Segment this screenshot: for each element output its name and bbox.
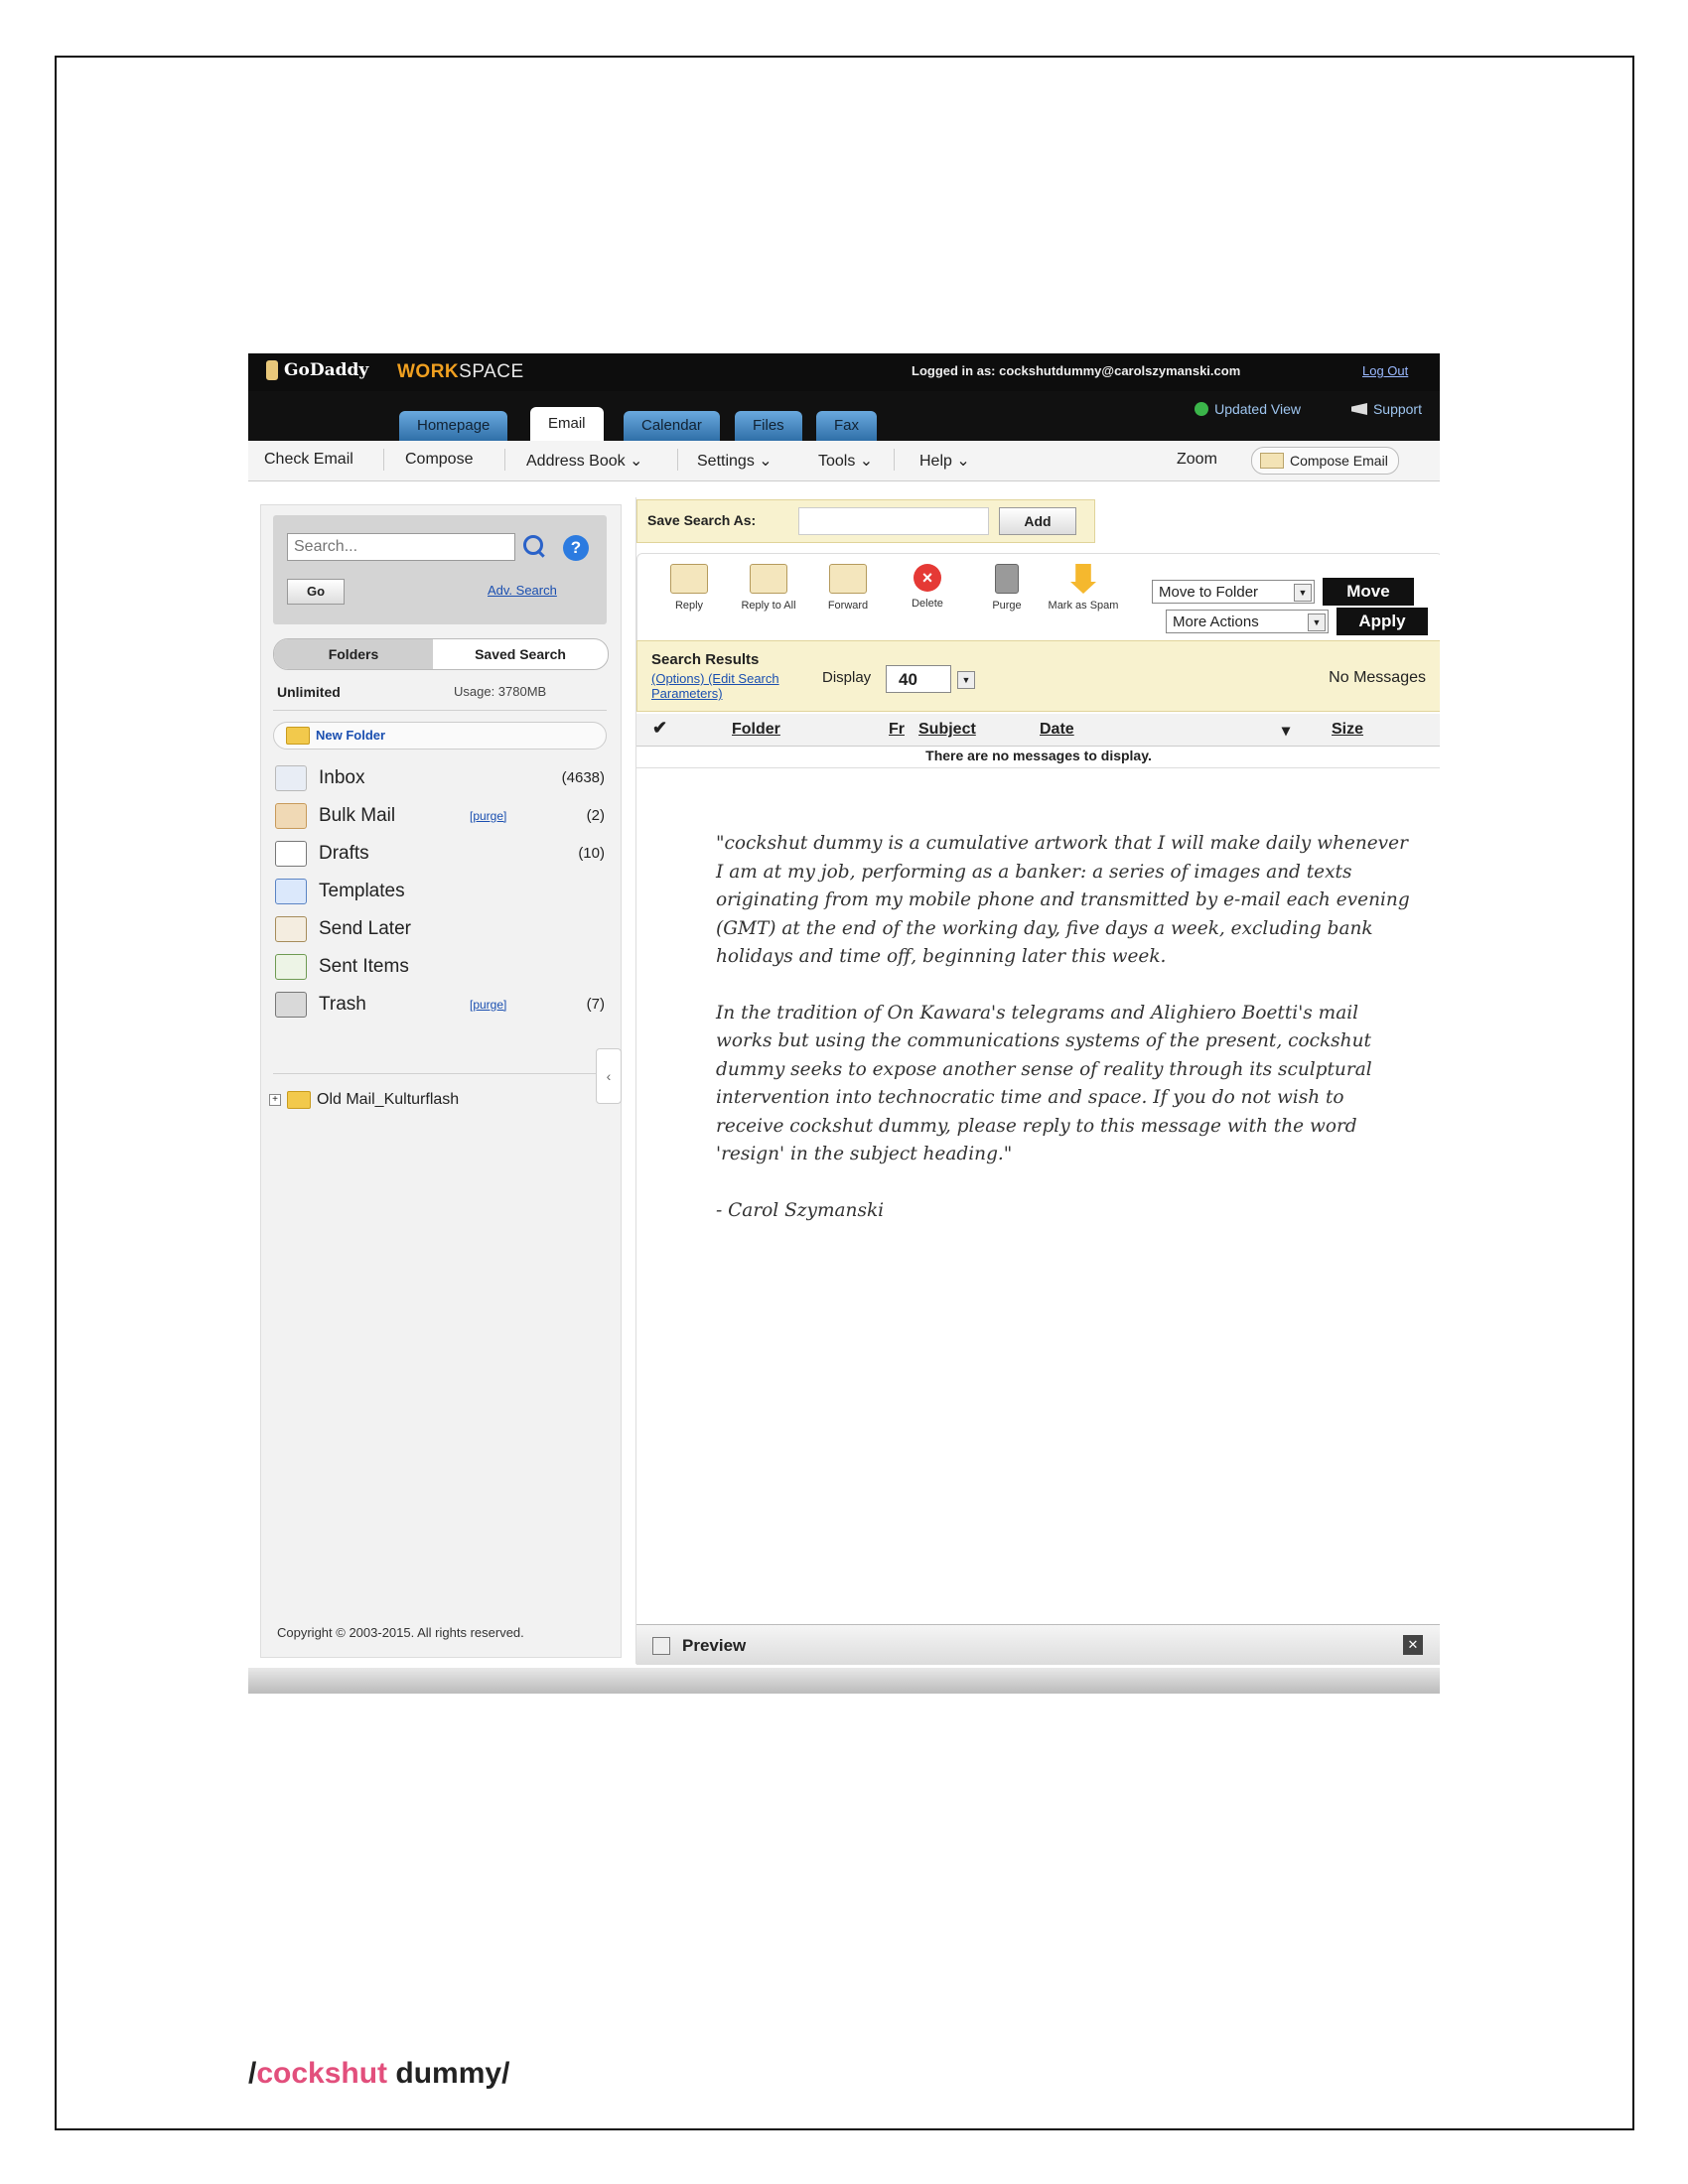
godaddy-mascot-icon bbox=[266, 360, 278, 380]
folder-list bbox=[275, 759, 613, 1024]
adv-search-link[interactable]: Adv. Search bbox=[488, 583, 557, 598]
reply-label: Reply bbox=[674, 600, 704, 612]
nav-bar bbox=[248, 391, 1440, 441]
folder-inbox[interactable] bbox=[275, 759, 613, 797]
forward-button[interactable] bbox=[808, 564, 888, 612]
add-button[interactable]: Add bbox=[999, 507, 1076, 535]
folder-tabs bbox=[273, 638, 609, 670]
menu-separator bbox=[677, 449, 678, 471]
search-icon[interactable] bbox=[523, 535, 543, 555]
artwork-statement bbox=[716, 830, 1411, 1253]
purge-link[interactable]: [purge] bbox=[470, 998, 507, 1012]
select-all-checkmark[interactable]: ✔ bbox=[652, 718, 668, 738]
folder-send-later[interactable] bbox=[275, 910, 613, 948]
menu-settings[interactable]: Settings ⌄ bbox=[697, 453, 773, 470]
support-label: Support bbox=[1372, 401, 1422, 417]
menu-separator bbox=[894, 449, 895, 471]
column-date[interactable]: Date bbox=[1040, 721, 1074, 738]
logout-link[interactable]: Log Out bbox=[1362, 363, 1409, 378]
empty-list-message: There are no messages to display. bbox=[636, 746, 1440, 768]
megaphone-icon bbox=[1351, 403, 1367, 415]
sort-arrow-icon[interactable]: ▾ bbox=[1282, 723, 1291, 740]
preview-toggle-icon[interactable] bbox=[652, 1637, 670, 1655]
statement-signature: - Carol Szymanski bbox=[716, 1199, 885, 1221]
folder-count: (4638) bbox=[561, 769, 605, 786]
search-results-bar bbox=[636, 640, 1440, 712]
compose-envelope-icon bbox=[1260, 453, 1284, 469]
mark-spam-label: Mark as Spam bbox=[1048, 600, 1119, 612]
menu-separator bbox=[383, 449, 384, 471]
spam-icon bbox=[1070, 564, 1096, 594]
sent-items-icon bbox=[275, 954, 307, 980]
folder-label: Drafts bbox=[319, 843, 369, 864]
webmail-screenshot bbox=[248, 353, 1440, 1694]
menu-address-book[interactable]: Address Book ⌄ bbox=[526, 453, 643, 470]
tab-calendar[interactable]: Calendar bbox=[624, 411, 720, 441]
folder-templates[interactable] bbox=[275, 873, 613, 910]
statement-paragraph: "cockshut dummy is a cumulative artwork that I will make daily whenever I am at my job, performing as a banker: a series of images and texts originating from my mobile phone and transmitted by e-mail each evening (GMT) at the end of the working day, five days a week, excluding bank holidays and time off, beginning later this week. bbox=[716, 833, 1410, 967]
column-from[interactable]: Fr bbox=[889, 721, 905, 738]
move-to-folder-select[interactable] bbox=[1152, 580, 1315, 604]
expand-icon[interactable]: + bbox=[269, 1094, 281, 1106]
menu-help[interactable]: Help ⌄ bbox=[919, 453, 970, 470]
logo-text: GoDaddy bbox=[284, 360, 369, 380]
column-size[interactable]: Size bbox=[1332, 721, 1364, 738]
results-options-links[interactable]: (Options) (Edit Search Parameters) bbox=[651, 671, 779, 701]
preview-pane-bar[interactable] bbox=[636, 1624, 1440, 1665]
logged-in-label: Logged in as: cockshutdummy@carolszymanski.com bbox=[912, 363, 1241, 378]
preview-label: Preview bbox=[682, 1636, 747, 1655]
save-search-label: Save Search As: bbox=[647, 512, 757, 528]
save-search-input[interactable] bbox=[798, 507, 989, 535]
column-subject[interactable]: Subject bbox=[918, 721, 976, 738]
collapse-sidebar-handle[interactable]: ‹ bbox=[596, 1048, 622, 1104]
more-actions-value: More Actions bbox=[1173, 614, 1259, 630]
sidebar bbox=[260, 504, 622, 1658]
menu-tools[interactable]: Tools ⌄ bbox=[818, 453, 874, 470]
reply-all-button[interactable] bbox=[729, 564, 808, 612]
forward-label: Forward bbox=[827, 600, 869, 612]
tab-fax[interactable]: Fax bbox=[816, 411, 877, 441]
folder-drafts[interactable] bbox=[275, 835, 613, 873]
folder-icon bbox=[287, 1091, 311, 1109]
tab-saved-search[interactable]: Saved Search bbox=[475, 646, 566, 662]
menu-compose[interactable]: Compose bbox=[405, 451, 474, 468]
folder-bulk-mail[interactable] bbox=[275, 797, 613, 835]
trash-icon bbox=[275, 992, 307, 1018]
updated-view-icon bbox=[1195, 402, 1208, 416]
folder-count: (7) bbox=[586, 996, 605, 1013]
help-icon[interactable]: ? bbox=[563, 535, 589, 561]
compose-email-button[interactable] bbox=[1251, 447, 1399, 475]
footer-dummy: dummy/ bbox=[387, 2057, 510, 2090]
folder-label: Sent Items bbox=[319, 956, 409, 977]
page-footer-title bbox=[248, 2057, 509, 2091]
updated-view-link[interactable] bbox=[1195, 401, 1301, 417]
delete-button[interactable] bbox=[888, 564, 967, 610]
tab-files[interactable]: Files bbox=[735, 411, 802, 441]
purge-button[interactable] bbox=[967, 564, 1047, 612]
main-panel bbox=[635, 497, 1440, 1664]
menu-check-email[interactable]: Check Email bbox=[264, 451, 353, 468]
folder-old-mail[interactable] bbox=[269, 1091, 459, 1109]
menu-separator bbox=[504, 449, 505, 471]
compose-email-label: Compose Email bbox=[1290, 453, 1388, 469]
move-button[interactable]: Move bbox=[1323, 578, 1414, 606]
mark-spam-button[interactable] bbox=[1047, 564, 1120, 612]
folder-label: Send Later bbox=[319, 918, 411, 939]
folder-trash[interactable] bbox=[275, 986, 613, 1024]
folder-label: Old Mail_Kulturflash bbox=[317, 1091, 460, 1108]
more-actions-select[interactable] bbox=[1166, 610, 1329, 633]
folder-label: Bulk Mail bbox=[319, 805, 396, 826]
display-count-select[interactable]: 40 bbox=[886, 665, 951, 693]
folder-count: (10) bbox=[578, 845, 605, 862]
search-input[interactable] bbox=[287, 533, 515, 561]
purge-link[interactable]: [purge] bbox=[470, 809, 507, 823]
folder-label: Templates bbox=[319, 881, 405, 901]
chevron-down-icon[interactable]: ▼ bbox=[957, 671, 975, 689]
new-folder-button[interactable] bbox=[273, 722, 607, 750]
inbox-icon bbox=[275, 765, 307, 791]
menu-zoom[interactable]: Zoom bbox=[1177, 451, 1217, 468]
new-folder-icon bbox=[286, 727, 310, 745]
chevron-down-icon: ▼ bbox=[1294, 584, 1312, 602]
move-to-folder-value: Move to Folder bbox=[1159, 584, 1259, 601]
workspace-brand-b: SPACE bbox=[459, 361, 524, 382]
bulk-mail-icon bbox=[275, 803, 307, 829]
godaddy-logo[interactable] bbox=[266, 360, 368, 380]
purge-label: Purge bbox=[992, 600, 1022, 612]
divider bbox=[273, 710, 607, 711]
statement-paragraph: In the tradition of On Kawara's telegrams and Alighiero Boetti's mail works but using the communications systems of the present, cockshut dummy seeks to expose another sense of reality through its sculptural intervention into technocratic time and space. If you do not wish to receive cockshut dummy, please reply to this message with the word 'resign' in the subject heading." bbox=[716, 1002, 1372, 1164]
column-folder[interactable]: Folder bbox=[732, 721, 780, 738]
go-button[interactable]: Go bbox=[287, 579, 345, 605]
folder-label: Inbox bbox=[319, 767, 365, 788]
search-panel bbox=[273, 515, 607, 624]
close-icon[interactable]: ✕ bbox=[1403, 1635, 1423, 1655]
support-link[interactable] bbox=[1351, 401, 1422, 417]
delete-label: Delete bbox=[912, 598, 943, 610]
drafts-icon bbox=[275, 841, 307, 867]
window-bottom-strip bbox=[248, 1668, 1440, 1694]
workspace-brand-a: WORK bbox=[397, 361, 460, 382]
tab-email[interactable]: Email bbox=[530, 407, 604, 441]
menu-bar bbox=[248, 441, 1440, 481]
display-label: Display bbox=[822, 669, 872, 686]
copyright-text: Copyright © 2003-2015. All rights reserved. bbox=[277, 1625, 524, 1640]
purge-icon bbox=[995, 564, 1019, 594]
top-bar bbox=[248, 353, 1440, 391]
save-search-bar bbox=[636, 499, 1095, 543]
reply-icon bbox=[670, 564, 708, 594]
no-messages-label: No Messages bbox=[1329, 669, 1426, 686]
footer-cockshut: cockshut bbox=[256, 2057, 388, 2090]
reply-all-icon bbox=[750, 564, 787, 594]
tab-folders[interactable]: Folders bbox=[274, 639, 433, 669]
apply-button[interactable]: Apply bbox=[1336, 608, 1428, 635]
folder-count: (2) bbox=[586, 807, 605, 824]
divider bbox=[273, 1073, 607, 1074]
chevron-down-icon: ▼ bbox=[1308, 614, 1326, 631]
results-title: Search Results bbox=[651, 651, 760, 668]
tab-homepage[interactable]: Homepage bbox=[399, 411, 507, 441]
footer-slash: / bbox=[248, 2057, 257, 2090]
reply-button[interactable] bbox=[649, 564, 729, 612]
reply-all-label: Reply to All bbox=[741, 600, 796, 612]
usage-label: Usage: 3780MB bbox=[454, 684, 547, 699]
forward-icon bbox=[829, 564, 867, 594]
folder-sent-items[interactable] bbox=[275, 948, 613, 986]
updated-view-label: Updated View bbox=[1214, 401, 1301, 417]
message-list-header bbox=[636, 714, 1440, 747]
quota-label: Unlimited bbox=[277, 684, 341, 700]
folder-label: Trash bbox=[319, 994, 366, 1015]
templates-icon bbox=[275, 879, 307, 904]
message-toolbar bbox=[636, 553, 1440, 642]
delete-icon: × bbox=[914, 564, 941, 592]
send-later-icon bbox=[275, 916, 307, 942]
new-folder-label: New Folder bbox=[316, 728, 386, 743]
workspace-brand bbox=[397, 361, 524, 383]
